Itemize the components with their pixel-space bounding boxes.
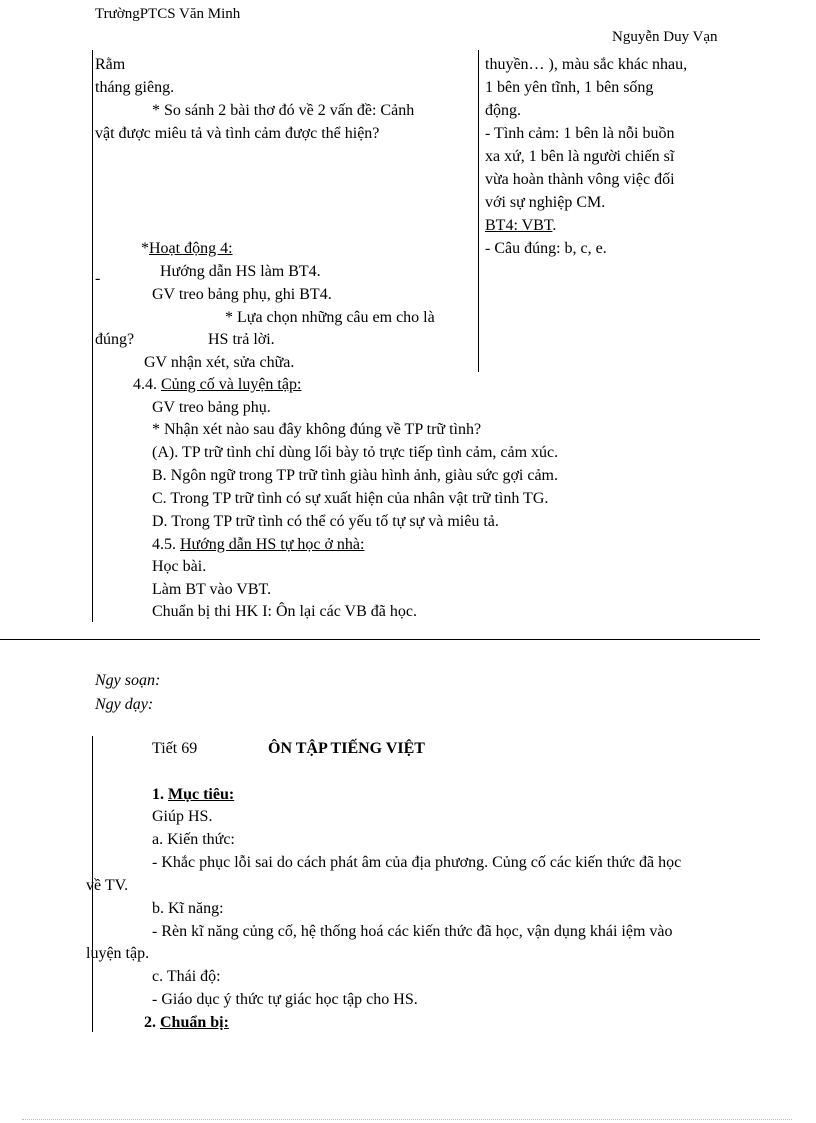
objectives-number: 1. xyxy=(152,786,168,803)
right-line-4: - Tình cảm: 1 bên là nỗi buồn xyxy=(485,125,675,142)
right-line-2: 1 bên yên tĩnh, 1 bên sống xyxy=(485,79,654,96)
objectives-title: Mục tiêu: xyxy=(168,786,235,803)
homework-heading xyxy=(152,535,364,555)
guide-line: Hướng dẫn HS làm BT4. xyxy=(160,263,321,280)
objectives-heading xyxy=(152,785,234,805)
consolidation-question: * Nhận xét nào sau đây không đúng về TP trữ tình? xyxy=(152,421,482,438)
author-name: Nguyễn Duy Vạn xyxy=(612,29,718,45)
choose-line: * Lựa chọn những câu em cho là xyxy=(225,309,435,326)
knowledge-line-1: - Khắc phục lỗi sai do cách phát âm của địa phương. Củng cố các kiến thức đã học xyxy=(152,854,682,871)
gv-board-line: GV treo bảng phụ, ghi BT4. xyxy=(152,286,332,303)
table-left-border xyxy=(92,50,93,372)
dash-mark: - xyxy=(95,270,101,287)
preparation-number: 2. xyxy=(144,1014,160,1031)
right-line-6: vừa hoàn thành vông việc đối xyxy=(485,171,675,188)
attitude-line-1: - Giáo dục ý thức tự giác học tập cho HS. xyxy=(152,991,418,1008)
homework-line-1: Học bài. xyxy=(152,558,207,575)
skills-line-1: - Rèn kĩ năng củng cố, hệ thống hoá các kiến thức đã học, vận dụng khái iệm vào xyxy=(152,923,673,940)
option-b: B. Ngôn ngữ trong TP trữ tình giàu hình ảnh, giàu sức gợi cảm. xyxy=(152,467,558,484)
page-bottom-border xyxy=(22,1119,792,1120)
option-d: D. Trong TP trữ tình có thể có yếu tố tự sự và miêu tả. xyxy=(152,513,499,530)
right-line-3: động. xyxy=(485,102,521,119)
section-left-border xyxy=(92,372,93,622)
option-c: C. Trong TP trữ tình có sự xuất hiện của nhân vật trữ tình TG. xyxy=(152,490,549,507)
activity-4-title: Hoạt động 4: xyxy=(149,240,233,257)
bt4-title: BT4: VBT xyxy=(485,217,553,234)
left-line-2: tháng giêng. xyxy=(95,79,175,96)
consolidation-number: 4.4. xyxy=(133,376,161,393)
skills-line-2: luyện tập. xyxy=(86,945,150,962)
attitude-heading: c. Thái độ: xyxy=(152,968,221,985)
correct-word: đúng? xyxy=(95,331,135,348)
table-column-divider xyxy=(478,50,479,372)
consolidation-line-1: GV treo bảng phụ. xyxy=(152,399,271,416)
activity-star: * xyxy=(141,240,149,257)
knowledge-heading: a. Kiến thức: xyxy=(152,831,235,848)
help-line: Giúp HS. xyxy=(152,808,213,825)
right-line-1: thuyền… ), màu sắc khác nhau, xyxy=(485,56,688,73)
prepare-date: Ngy soạn: xyxy=(95,672,161,689)
hs-answer: HS trả lời. xyxy=(208,331,275,348)
compare-question: * So sánh 2 bài thơ đó về 2 vấn đề: Cảnh xyxy=(152,102,415,119)
homework-number: 4.5. xyxy=(152,536,180,553)
consolidation-heading xyxy=(133,375,301,395)
right-line-5: xa xứ, 1 bên là người chiến sĩ xyxy=(485,148,675,165)
knowledge-line-2: về TV. xyxy=(86,877,129,894)
preparation-heading xyxy=(144,1013,229,1033)
lesson-period: Tiết 69 xyxy=(152,740,198,757)
preparation-title: Chuẩn bị: xyxy=(160,1014,229,1031)
consolidation-title: Củng cố và luyện tập: xyxy=(161,376,302,393)
lesson-title: ÔN TẬP TIẾNG VIỆT xyxy=(268,740,425,757)
homework-line-2: Làm BT vào VBT. xyxy=(152,581,272,598)
homework-line-3: Chuẩn bị thi HK I: Ôn lại các VB đã học. xyxy=(152,603,417,620)
activity-4-heading xyxy=(141,239,233,259)
page-separator xyxy=(0,639,760,640)
teach-date: Ngy dạy: xyxy=(95,696,154,713)
option-a: (A). TP trữ tình chỉ dùng lối bày tỏ trực tiếp tình cảm, cảm xúc. xyxy=(152,444,559,461)
right-line-7: với sự nghiệp CM. xyxy=(485,194,606,211)
skills-heading: b. Kĩ năng: xyxy=(152,900,224,917)
gv-comment: GV nhận xét, sửa chữa. xyxy=(144,354,295,371)
left-line-1: Rằm xyxy=(95,56,126,73)
homework-title: Hướng dẫn HS tự học ở nhà: xyxy=(180,536,365,553)
compare-question-cont: vật được miêu tả và tình cảm được thể hiện? xyxy=(95,125,380,142)
correct-answers: - Câu đúng: b, c, e. xyxy=(485,240,607,257)
school-name: TrườngPTCS Văn Minh xyxy=(95,6,241,22)
bt4-dot: . xyxy=(552,217,557,234)
bt4-heading xyxy=(485,216,556,236)
